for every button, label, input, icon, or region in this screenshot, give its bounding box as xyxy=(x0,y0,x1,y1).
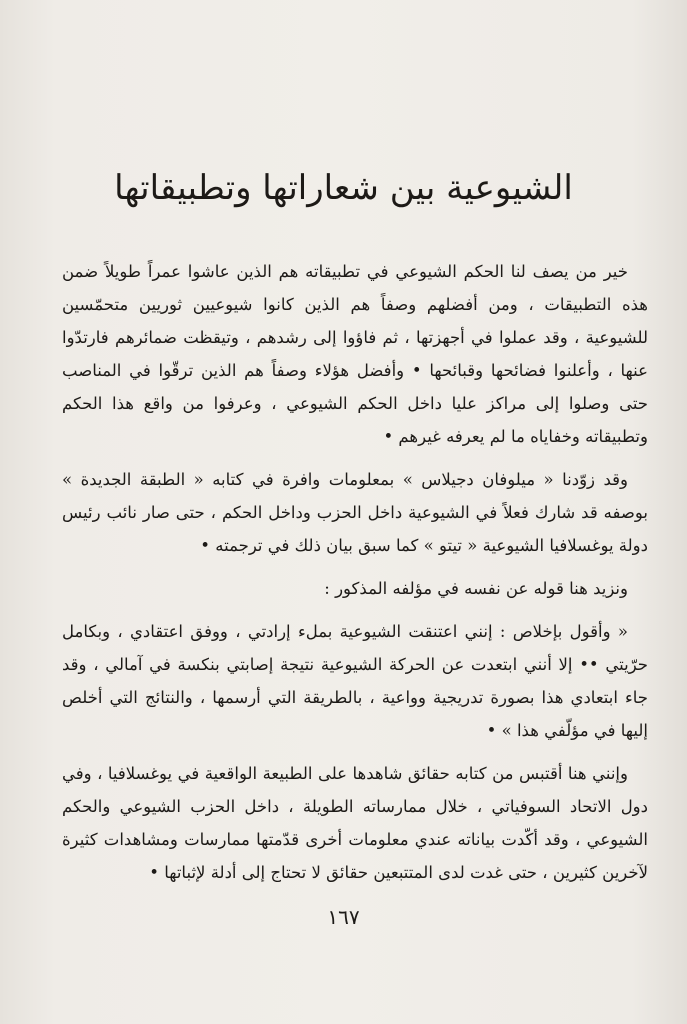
chapter-title: الشيوعية بين شعاراتها وتطبيقاتها xyxy=(114,168,573,208)
paragraph-4: « وأقول بإخلاص : إنني اعتنقت الشيوعية بملء إرادتي ، ووفق اعتقادي ، وبكامل حرّيتي •• إلا أنني ابتعدت عن الحركة الشيوعية نتيجة إصابتي بنكسة في آمالي ، وقد جاء ابتعادي هذا بصورة تدريجية وواعية ، بالطريقة التي أرسمها ، والنتائج التي أخلص إليها في مؤلّفي هذا » • xyxy=(62,622,648,740)
paragraph-5: وإنني هنا أقتبس من كتابه حقائق شاهدها على الطبيعة الواقعية في يوغسلافيا ، وفي دول الاتحاد السوفياتي ، خلال ممارساته الطويلة ، داخل الحزب الشيوعي والحكم الشيوعي ، وقد أكّدت بياناته عندي معلومات أخرى قدّمتها ممارسات ومشاهدات كثيرة لآخرين كثيرين ، حتى غدت لدى المتتبعين حقائق لا تحتاج إلى أدلة لإثباتها • xyxy=(62,764,648,882)
body-text xyxy=(62,255,648,899)
page-number: ١٦٧ xyxy=(327,905,360,929)
paragraph-2: وقد زوّدنا « ميلوفان دجيلاس » بمعلومات وافرة في كتابه « الطبقة الجديدة » بوصفه قد شارك فعلاً في الشيوعية داخل الحزب وداخل الحكم ، حتى صار نائب رئيس دولة يوغسلافيا الشيوعية « تيتو » كما سبق بيان ذلك في ترجمته • xyxy=(62,470,648,555)
paragraph-1: خير من يصف لنا الحكم الشيوعي في تطبيقاته هم الذين عاشوا عمراً طويلاً ضمن هذه التطبيقات ، ومن أفضلهم وصفاً هم الذين كانوا شيوعيين ثوريين متحمّسين للشيوعية ، وقد عملوا في أجهزتها ، ثم فاؤوا إلى رشدهم ، وتيقظت ضمائرهم فارتدّوا عنها ، وأعلنوا فضائحها وقبائحها • وأفضل هؤلاء وصفاً هم الذين ترقّوا في المناصب حتى وصلوا إلى مراكز عليا داخل الحكم الشيوعي ، وعرفوا من واقع هذا الحكم وتطبيقاته وخفاياه ما لم يعرفه غيرهم • xyxy=(62,262,648,446)
paragraph-3: ونزيد هنا قوله عن نفسه في مؤلفه المذكور : xyxy=(324,579,628,598)
